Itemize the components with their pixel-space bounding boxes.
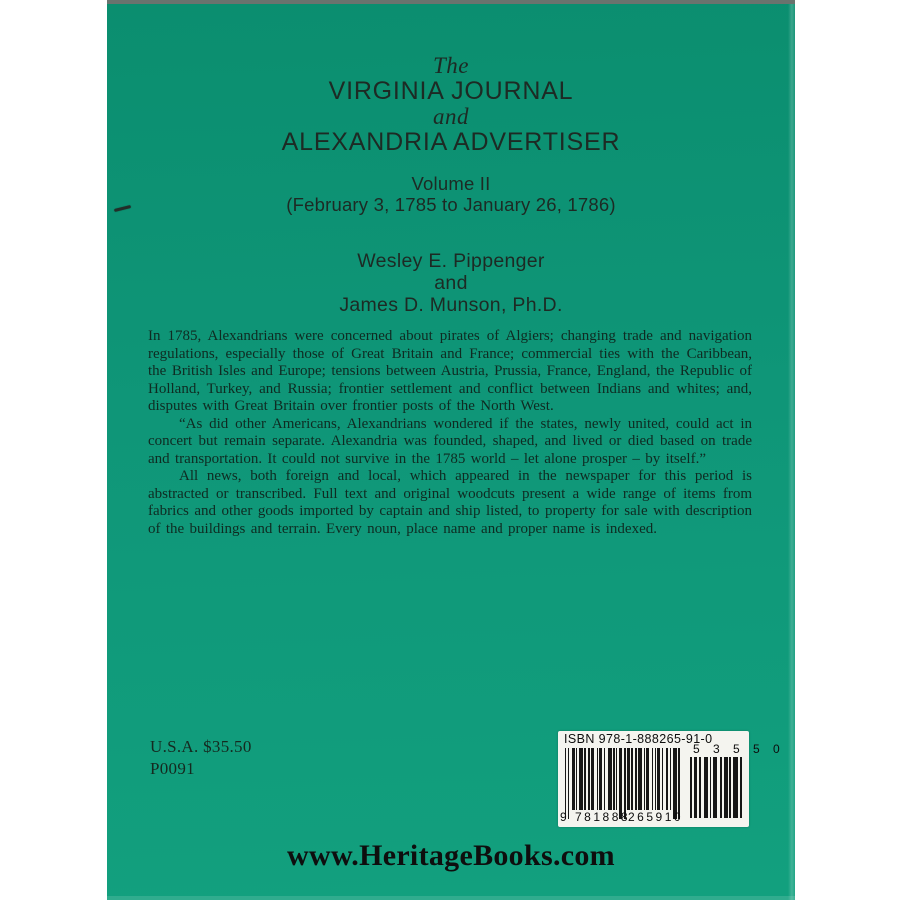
date-range: (February 3, 1785 to January 26, 1786) xyxy=(286,194,616,215)
cover-top-edge xyxy=(107,0,795,4)
authors-and: and xyxy=(434,272,468,294)
barcode xyxy=(558,731,785,827)
author-2: James D. Munson, Ph.D. xyxy=(339,294,563,316)
cover-background xyxy=(107,0,795,900)
title-line2: ALEXANDRIA ADVERTISER xyxy=(281,128,621,156)
volume-label: Volume II xyxy=(411,173,491,194)
barcode-main-bars xyxy=(565,748,680,819)
price-block xyxy=(150,736,252,780)
barcode-addon-bars xyxy=(690,757,742,818)
barcode-addon-digits: 5 3 5 5 0 xyxy=(693,742,785,756)
website-url: www.HeritageBooks.com xyxy=(287,839,615,872)
title-and: and xyxy=(433,104,469,129)
title-spacer xyxy=(107,155,795,173)
title-block xyxy=(107,53,795,215)
price-label: U.S.A. $35.50 xyxy=(150,737,252,756)
cover-bottom-edge xyxy=(107,896,795,900)
authors-block xyxy=(107,250,795,316)
description-paragraph-3: All news, both foreign and local, which appeared in the newspaper for this period is abstracted or transcribed. Full text and original woodcuts present a wide range of items from fabrics and other goods imported by captain and ship listed, to property for sale with description of the buildings and terrain. Every noun, place name and proper name is indexed. xyxy=(148,468,752,537)
product-code: P0091 xyxy=(150,759,195,778)
description-paragraph-2: “As did other Americans, Alexandrians wondered if the states, newly united, could act in concert but remain separate. Alexandria was founded, shaped, and lived or died based on trade and transportation. It could not survive in the 1785 world – let alone prosper – by itself.” xyxy=(148,415,752,467)
title-line1: VIRGINIA JOURNAL xyxy=(328,77,574,105)
barcode-main-digits xyxy=(558,810,688,825)
barcode-isbn-text: ISBN 978-1-888265-91-0 xyxy=(564,732,713,746)
barcode-digit-group1: 781888 xyxy=(575,810,631,824)
description-block xyxy=(148,328,752,538)
title-the: The xyxy=(433,53,469,78)
author-1: Wesley E. Pippenger xyxy=(357,250,545,272)
barcode-digit-left: 9 xyxy=(560,810,567,824)
barcode-digit-group2: 265910 xyxy=(628,810,684,824)
description-paragraph-1: In 1785, Alexandrians were concerned about pirates of Algiers; changing trade and navigation regulations, especially those of Great Britain and France; commercial ties with the Caribbean, the British Isles and Europe; tensions between Austria, Prussia, France, England, the Republic of Holland, Turkey, and Russia; frontier settlement and conflict between Indians and whites; and, disputes with Great Britain over frontier posts of the North West. xyxy=(148,328,752,414)
